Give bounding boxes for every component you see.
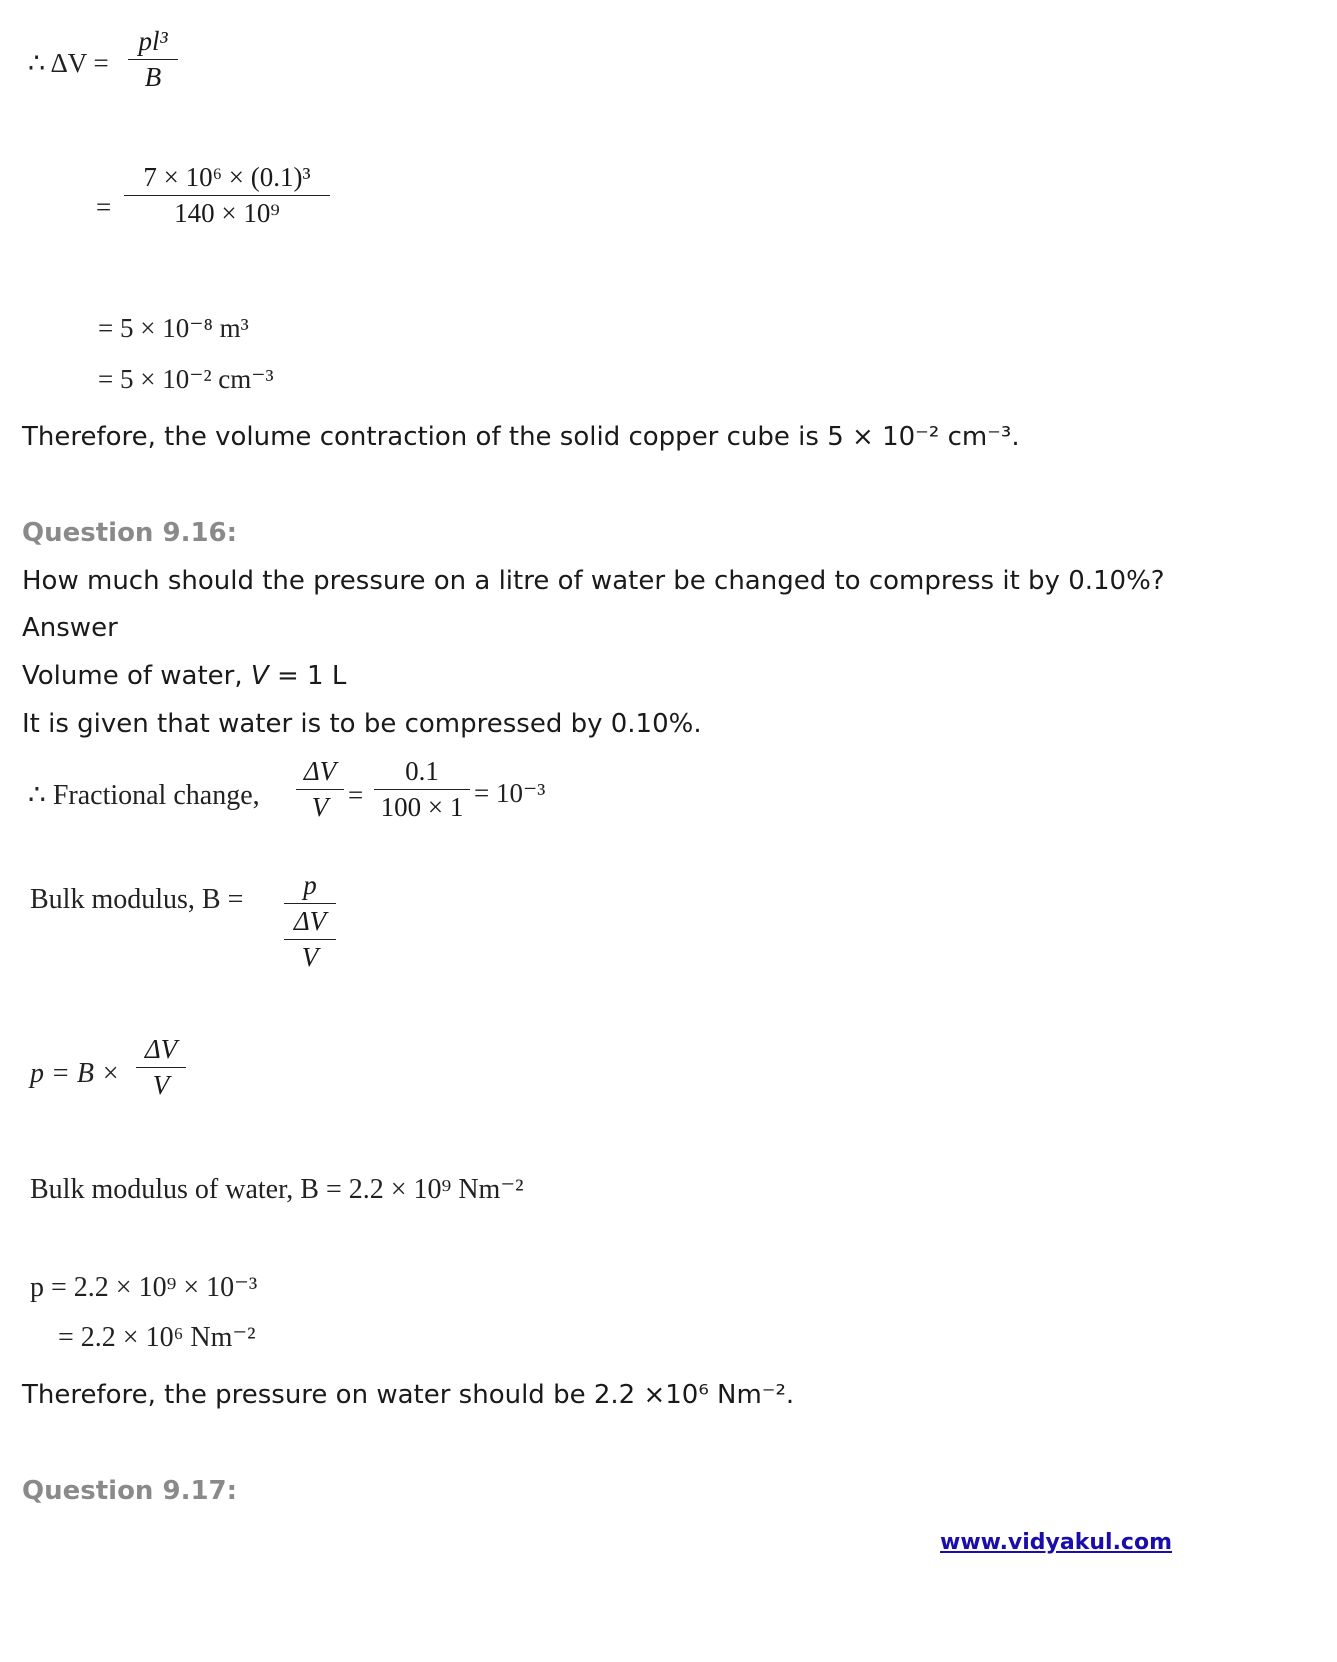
pressure-formula-lhs: p = B ×: [30, 1058, 120, 1089]
fraction-denominator: V: [311, 792, 329, 823]
question-text: How much should the pressure on a litre of water be changed to compress it by 0.10%?: [22, 566, 1165, 596]
answer-label: Answer: [22, 613, 118, 643]
conclusion-q15: Therefore, the volume contraction of the solid copper cube is 5 × 10⁻² cm⁻³.: [22, 422, 1020, 452]
eq1-fraction: [128, 26, 178, 93]
pressure-denominator: V: [152, 1070, 170, 1101]
fraction-dv-v: [296, 756, 344, 823]
bulk-modulus-label: Bulk modulus, B =: [30, 884, 244, 915]
fraction-bar: [284, 903, 336, 904]
fraction-bar: [374, 789, 470, 790]
bulk-numerator: p: [303, 870, 317, 900]
eq2-numerator: 7 × 10⁶ × (0.1)³: [143, 162, 311, 192]
volume-suffix: = 1 L: [268, 661, 347, 691]
fraction-bar: [124, 195, 330, 196]
equals-sign: =: [348, 780, 364, 810]
pressure-numerator: ΔV: [144, 1034, 178, 1064]
bulk-inner-numerator: ΔV: [293, 906, 327, 937]
question-heading: Question 9.16:: [22, 518, 238, 548]
bulk-inner-denominator: V: [301, 942, 319, 973]
eq2-denominator: 140 × 10⁹: [174, 198, 280, 229]
volume-variable: V: [250, 661, 269, 691]
fraction-result: = 10⁻³: [474, 778, 546, 808]
fraction-percent: [374, 756, 470, 823]
fraction-bar: [296, 789, 344, 790]
eq1-lhs: ∴ ΔV =: [28, 48, 109, 78]
footer-link[interactable]: www.vidyakul.com: [940, 1530, 1173, 1555]
eq2-equals: =: [96, 192, 112, 222]
eq1-denominator: B: [144, 62, 162, 93]
eq4: = 5 × 10⁻² cm⁻³: [98, 364, 274, 394]
bulk-water-value: B = 2.2 × 10⁹ Nm⁻²: [300, 1174, 524, 1205]
bulk-water-statement: [30, 1172, 524, 1206]
volume-statement: [22, 661, 346, 691]
pressure-calc-1: p = 2.2 × 10⁹ × 10⁻³: [30, 1272, 258, 1303]
eq2-fraction: [124, 162, 330, 229]
pressure-fraction: [136, 1034, 186, 1101]
eq3: = 5 × 10⁻⁸ m³: [98, 313, 249, 343]
given-statement: It is given that water is to be compressed by 0.10%.: [22, 709, 702, 739]
eq1-numerator: pl³: [138, 26, 168, 56]
fraction-denominator: 100 × 1: [380, 792, 464, 823]
question-heading: Question 9.17:: [22, 1476, 238, 1506]
volume-prefix: Volume of water,: [22, 661, 251, 691]
fraction-numerator: ΔV: [303, 756, 337, 786]
bulk-fraction: [284, 870, 336, 973]
bulk-water-label: Bulk modulus of water,: [30, 1174, 294, 1205]
fractional-change-label: ∴ Fractional change,: [28, 780, 260, 811]
fraction-bar: [128, 59, 178, 60]
fraction-bar: [284, 939, 336, 940]
fraction-numerator: 0.1: [405, 756, 439, 786]
fraction-bar: [136, 1067, 186, 1068]
pressure-calc-2: = 2.2 × 10⁶ Nm⁻²: [58, 1322, 256, 1353]
conclusion-q16: Therefore, the pressure on water should be 2.2 ×10⁶ Nm⁻².: [22, 1380, 795, 1410]
